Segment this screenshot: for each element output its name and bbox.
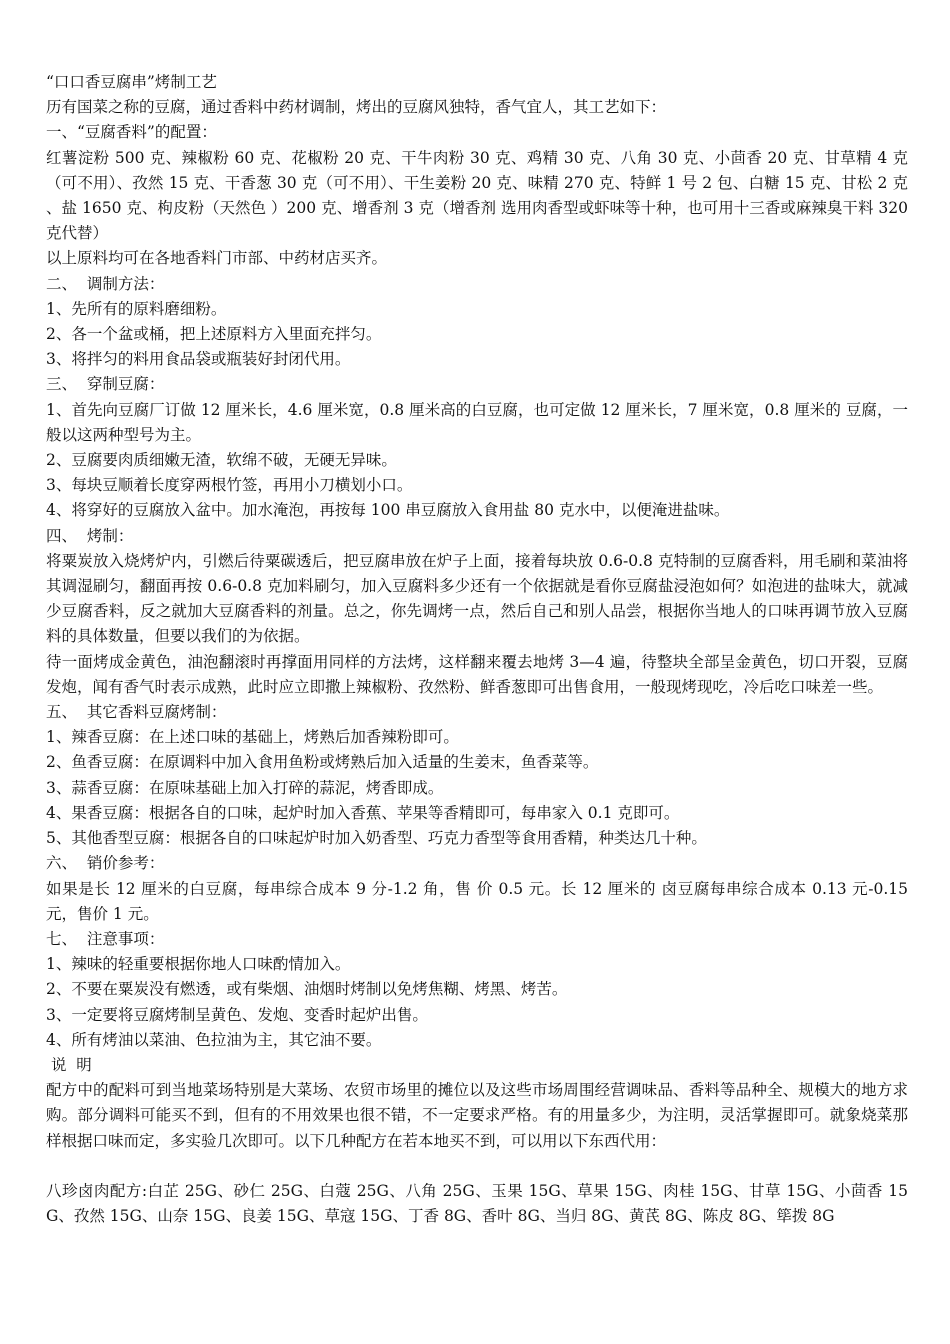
section-2-item: 3、将拌匀的料用食品袋或瓶装好封闭代用。 <box>46 350 351 369</box>
section-6-body: 如果是长 12 厘米的白豆腐，每串综合成本 9 分-1.2 角，售 价 0.5 元。长 12 厘米的 卤豆腐每串综合成本 0.13 元-0.15 元，售价 1 元。 <box>46 879 908 923</box>
section-7-item: 1、辣味的轻重要根据你地人口味酌情加入。 <box>46 955 351 974</box>
section-2-item: 1、先所有的原料磨细粉。 <box>46 299 227 318</box>
recipe-text: 八珍卤肉配方:白芷 25G、砂仁 25G、白蔻 25G、八角 25G、玉果 15G、草果 15G、肉桂 15G、甘草 15G、小茴香 15G、孜然 15G、山奈 15G、良姜 15G、草寇 15G、丁香 8G、香叶 8G、当归 8G、黄芪 8G、陈皮 8G、筚拨 8G <box>46 1181 908 1225</box>
section-1-note: 以上原料均可在各地香料门市部、中药材店买齐。 <box>46 249 388 268</box>
section-3-item: 3、每块豆顺着长度穿两根竹签，再用小刀横划小口。 <box>46 476 413 495</box>
section-1-heading: 一、“豆腐香料”的配置： <box>46 123 217 142</box>
section-3-item: 1、首先向豆腐厂订做 12 厘米长，4.6 厘米宽，0.8 厘米高的白豆腐，也可定做 12 厘米长，7 厘米宽，0.8 厘米的 豆腐，一般以这两种型号为主。 <box>46 400 908 444</box>
section-7-heading: 七、 注意事项： <box>46 929 165 948</box>
section-5-item: 1、辣香豆腐：在上述口味的基础上，烤熟后加香辣粉即可。 <box>46 728 459 747</box>
section-7-item: 4、所有烤油以菜油、色拉油为主，其它油不要。 <box>46 1030 382 1049</box>
section-4-paragraph: 将粟炭放入烧烤炉内，引燃后待粟碳透后，把豆腐串放在炉子上面，接着每块放 0.6-0.8 克特制的豆腐香料，用毛刷和菜油将其调湿刷匀，翻面再按 0.6-0.8 克加料刷匀，加入豆腐料多少还有一个依据就是看你豆腐盐浸泡如何？如泡进的盐味大，就减少豆腐香料，反之就加大豆腐香料的剂量。总之，你先调烤一点，然后自己和别人品尝，根据你当地人的口味再调节放入豆腐料的具体数量，但要以我们的为依据。 <box>46 551 908 646</box>
blank-line <box>46 1154 908 1179</box>
section-7-item: 2、不要在粟炭没有燃透，或有柴烟、油烟时烤制以免烤焦糊、烤黑、烤苦。 <box>46 980 568 999</box>
section-5-item: 2、鱼香豆腐：在原调料中加入食用鱼粉或烤熟后加入适量的生姜末，鱼香菜等。 <box>46 753 599 772</box>
section-3-item: 4、将穿好的豆腐放入盆中。加水淹泡，再按每 100 串豆腐放入食用盐 80 克水中，以便淹进盐味。 <box>46 501 730 520</box>
note-body: 配方中的配料可到当地菜场特别是大菜场、农贸市场里的摊位以及这些市场周围经营调味品、香料等品种全、规模大的地方求购。部分调料可能买不到，但有的不用效果也很不错，不一定要求严格。有的用量多少，为注明，灵活掌握即可。就象烧菜那样根据口味而定，多实验几次即可。以下几种配方在若本地买不到，可以用以下东西代用： <box>46 1081 908 1150</box>
note-heading: 说 明 <box>46 1055 92 1074</box>
section-2-heading: 二、 调制方法： <box>46 274 165 293</box>
document-title: “口口香豆腐串”烤制工艺 <box>46 73 217 91</box>
section-5-heading: 五、 其它香料豆腐烤制： <box>46 703 227 722</box>
intro-text: 历有国菜之称的豆腐，通过香料中药材调制，烤出的豆腐风独特，香气宜人，其工艺如下： <box>46 98 667 117</box>
section-2-item: 2、各一个盆或桶，把上述原料方入里面充拌匀。 <box>46 325 382 344</box>
section-1-body: 红薯淀粉 500 克、辣椒粉 60 克、花椒粉 20 克、干牛肉粉 30 克、鸡精 30 克、八角 30 克、小茴香 20 克、甘草精 4 克（可不用）、孜然 15 克、干香葱 30 克（可不用）、干生姜粉 20 克、味精 270 克、特鲜 1 号 2 包、白糖 15 克、甘松 2 克 、盐 1650 克、枸皮粉（天然色 ）200 克、增香剂 3 克（增香剂 选用肉香型或虾味等十种，也可用十三香或麻辣臭干料 320 克代替） <box>46 148 908 243</box>
section-6-heading: 六、 销价参考： <box>46 854 165 873</box>
section-3-heading: 三、 穿制豆腐： <box>46 375 165 394</box>
section-3-item: 2、豆腐要肉质细嫩无渣，软绵不破，无硬无异味。 <box>46 451 397 470</box>
section-7-item: 3、一定要将豆腐烤制呈黄色、发炮、变香时起炉出售。 <box>46 1005 428 1024</box>
section-5-item: 5、其他香型豆腐：根据各自的口味起炉时加入奶香型、巧克力香型等食用香精，种类达几十种。 <box>46 829 707 848</box>
section-4-paragraph: 待一面烤成金黄色，油泡翻滚时再撑面用同样的方法烤，这样翻来覆去地烤 3—4 遍，待整块全部呈金黄色，切口开裂，豆腐发炮，闻有香气时表示成熟，此时应立即撒上辣椒粉、孜然粉、鲜香葱即可出售食用，一般现烤现吃，冷后吃口味差一些。 <box>46 652 908 696</box>
section-4-heading: 四、 烤制： <box>46 526 134 545</box>
section-5-item: 3、蒜香豆腐：在原味基础上加入打碎的蒜泥，烤香即成。 <box>46 778 444 797</box>
section-5-item: 4、果香豆腐：根据各自的口味，起炉时加入香蕉、苹果等香精即可，每串家入 0.1 克即可。 <box>46 803 680 822</box>
